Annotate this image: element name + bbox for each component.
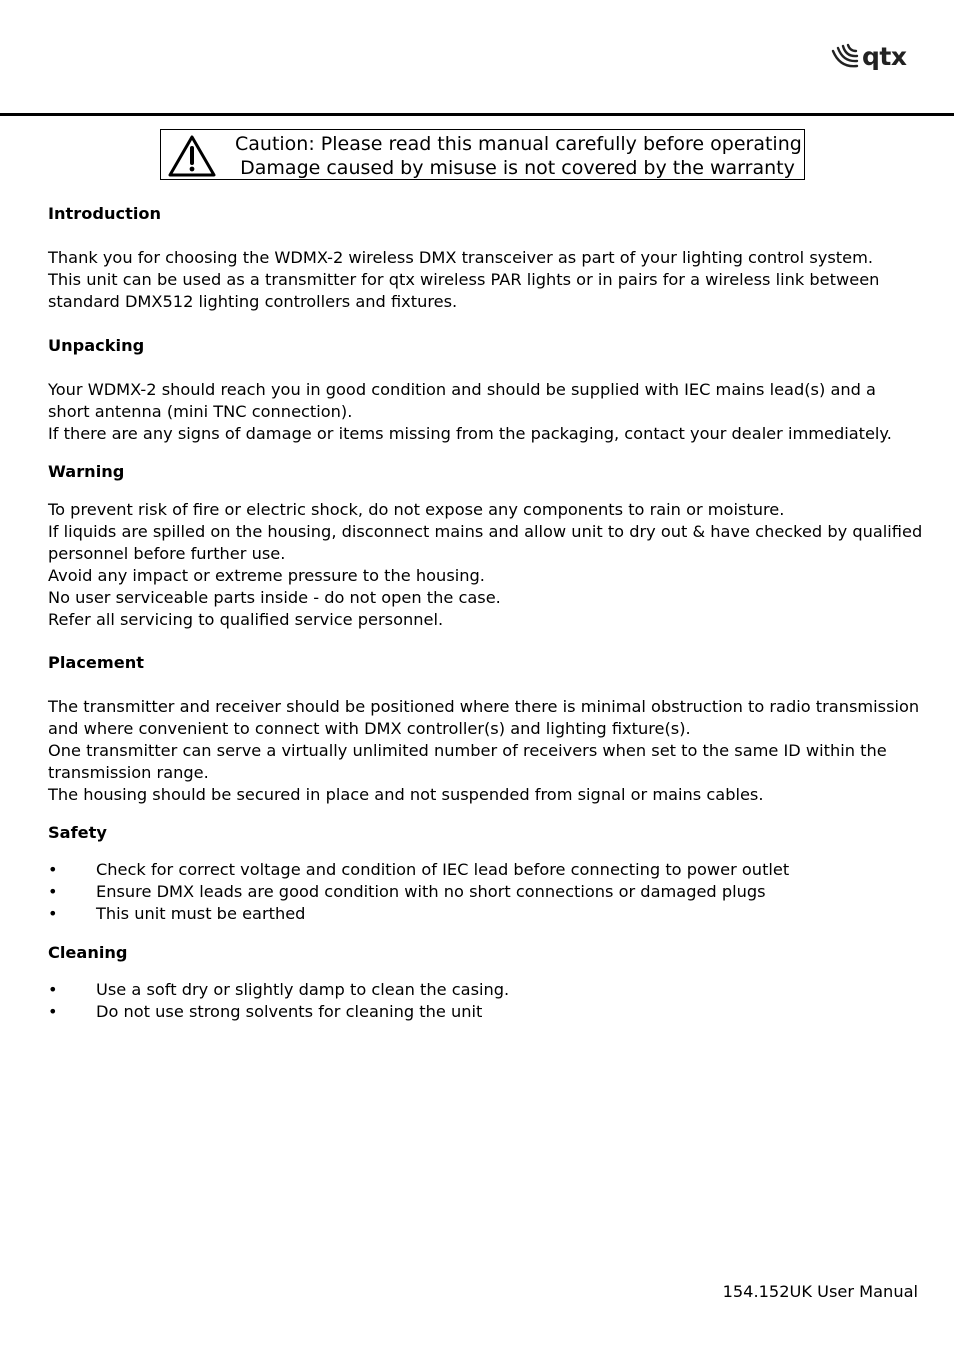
section-paragraph — [48, 379, 928, 445]
list-item — [48, 979, 928, 1001]
text-line: transmission range. — [48, 763, 209, 782]
list-item-text: This unit must be earthed — [96, 904, 306, 923]
section-introduction — [48, 203, 928, 313]
page-footer: 154.152UK User Manual — [722, 1282, 918, 1301]
section-cleaning — [48, 942, 928, 1023]
section-safety — [48, 822, 928, 925]
bullet-icon: • — [48, 980, 58, 999]
section-placement — [48, 652, 928, 806]
qtx-wave-icon — [830, 42, 860, 72]
text-line: standard DMX512 lighting controllers and fixtures. — [48, 292, 458, 311]
text-line: personnel before further use. — [48, 544, 286, 563]
section-warning — [48, 461, 928, 631]
bullet-icon: • — [48, 882, 58, 901]
caution-line: Caution: Please read this manual carefully before operating — [235, 133, 802, 155]
caution-box — [160, 129, 805, 180]
section-heading: Unpacking — [48, 336, 145, 355]
text-line: If liquids are spilled on the housing, disconnect mains and allow unit to dry out & have checked by qualified — [48, 522, 923, 541]
caution-line: Damage caused by misuse is not covered by the warranty — [240, 157, 795, 179]
manual-content — [48, 203, 928, 1023]
brand-logo — [830, 40, 916, 74]
section-heading: Cleaning — [48, 943, 128, 962]
text-line: short antenna (mini TNC connection). — [48, 402, 353, 421]
section-heading: Placement — [48, 653, 145, 672]
warning-triangle-icon — [167, 134, 217, 178]
text-line: This unit can be used as a transmitter for qtx wireless PAR lights or in pairs for a wireless link between — [48, 270, 880, 289]
logo-text: qtx — [862, 42, 907, 71]
text-line: Refer all servicing to qualified service personnel. — [48, 610, 444, 629]
bullet-list — [48, 979, 928, 1023]
list-item — [48, 1001, 928, 1023]
section-heading: Warning — [48, 462, 125, 481]
section-heading: Introduction — [48, 204, 162, 223]
bullet-list — [48, 859, 928, 925]
text-line: Thank you for choosing the WDMX-2 wireless DMX transceiver as part of your lighting control system. — [48, 248, 873, 267]
bullet-icon: • — [48, 904, 58, 923]
list-item-text: Check for correct voltage and condition of IEC lead before connecting to power outlet — [96, 860, 790, 879]
text-line: No user serviceable parts inside - do not open the case. — [48, 588, 501, 607]
list-item-text: Use a soft dry or slightly damp to clean the casing. — [96, 980, 510, 999]
text-line: Your WDMX-2 should reach you in good condition and should be supplied with IEC mains lead(s) and a — [48, 380, 876, 399]
section-unpacking — [48, 335, 928, 445]
section-heading: Safety — [48, 823, 107, 842]
list-item-text: Do not use strong solvents for cleaning the unit — [96, 1002, 483, 1021]
text-line: Avoid any impact or extreme pressure to the housing. — [48, 566, 485, 585]
text-line: To prevent risk of fire or electric shock, do not expose any components to rain or moisture. — [48, 500, 785, 519]
text-line: If there are any signs of damage or items missing from the packaging, contact your dealer immediately. — [48, 424, 892, 443]
text-line: and where convenient to connect with DMX controller(s) and lighting fixture(s). — [48, 719, 691, 738]
section-paragraph — [48, 696, 928, 806]
caution-text — [235, 132, 800, 180]
list-item — [48, 903, 928, 925]
section-paragraph — [48, 247, 928, 313]
section-paragraph — [48, 499, 928, 631]
text-line: The housing should be secured in place and not suspended from signal or mains cables. — [48, 785, 764, 804]
list-item-text: Ensure DMX leads are good condition with no short connections or damaged plugs — [96, 882, 766, 901]
list-item — [48, 881, 928, 903]
list-item — [48, 859, 928, 881]
text-line: The transmitter and receiver should be positioned where there is minimal obstruction to radio transmission — [48, 697, 920, 716]
header-divider — [0, 113, 954, 116]
bullet-icon: • — [48, 860, 58, 879]
text-line: One transmitter can serve a virtually unlimited number of receivers when set to the same ID within the — [48, 741, 887, 760]
bullet-icon: • — [48, 1002, 58, 1021]
